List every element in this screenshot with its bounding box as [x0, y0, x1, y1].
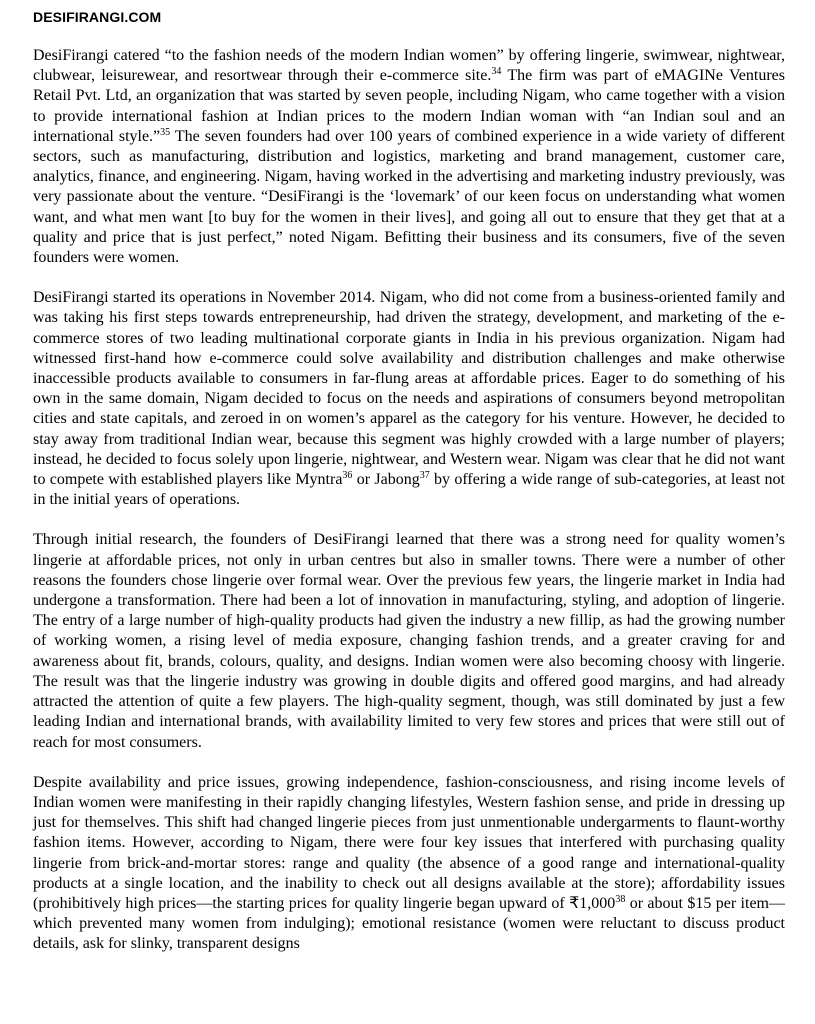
paragraph-text: The firm was part of eMAGINe Ventures Retail Pvt. Ltd, an organization that was started by seven people, including Nigam, who came together with a vision to provide international fashion at Indian prices to the modern Indian woman with “an Indian soul and an international style.”	[33, 67, 785, 145]
paragraph-text: Through initial research, the founders of DesiFirangi learned that there was a strong need for quality women’s lingerie at affordable prices, not only in urban centres but also in smaller towns. There were a number of other reasons the founders chose lingerie over formal wear. Over the previous few years, the lingerie market in India had undergone a transformation. There had been a lot of innovation in manufacturing, styling, and adoption of lingerie. The entry of a large number of high-quality products had given the industry a new fillip, as had the growing number of working women, a rising level of media exposure, changing fashion trends, and a greater craving for and awareness about fit, brands, colours, quality, and designs. Indian women were also becoming choosy with lingerie. The result was that the lingerie industry was growing in double digits and offered good margins, and had already attracted the attention of quite a few players. The high-quality segment, though, was still dominated by just a few leading Indian and international brands, with availability limited to very few stores and prices that were still out of reach for most consumers.	[33, 531, 785, 751]
footnote-ref-37: 37	[419, 470, 430, 482]
paragraph-text: Despite availability and price issues, growing independence, fashion-consciousness, and rising income levels of Indian women were manifesting in their rapidly changing lifestyles, Western fashion sense, and pride in dressing up just for themselves. This shift had changed lingerie pieces from just unmentionable undergarments to flaunt-worthy fashion items. However, according to Nigam, there were four key issues that interfered with purchasing quality lingerie from brick-and-mortar stores: range and quality (the absence of a good range and international-quality products at a single location, and the inability to check out all designs available at the store); affordability issues (prohibitively high prices—the starting prices for quality lingerie began upward of ₹1,000	[33, 773, 785, 912]
document-page	[33, 7, 785, 975]
paragraph-text: DesiFirangi started its operations in November 2014. Nigam, who did not come from a business-oriented family and was taking his first steps towards entrepreneurship, had driven the strategy, development, and marketing of the e-commerce stores of two leading multinational corporate giants in India in his previous organization. Nigam had witnessed first-hand how e-commerce could solve availability and distribution challenges and make otherwise inaccessible products available to consumers in far-flung areas at affordable prices. Eager to do something of his own in the same domain, Nigam decided to focus on the needs and aspirations of consumers beyond metropolitan cities and state capitals, and zeroed in on women’s apparel as the category for his venture. However, he decided to stay away from traditional Indian wear, because this segment was highly crowded with a large number of players; instead, he decided to focus solely upon lingerie, nightwear, and Western wear. Nigam was clear that he did not want to compete with established players like Myntra	[33, 289, 785, 489]
paragraph-text: DesiFirangi catered “to the fashion needs of the modern Indian women” by offering lingerie, swimwear, nightwear, clubwear, leisurewear, and resortwear through their e-commerce site.	[33, 47, 785, 85]
footnote-ref-35: 35	[160, 126, 171, 138]
paragraph-text: or about $15 per item—which prevented many women from indulging); emotional resistance (women were reluctant to discuss product details, ask for slinky, transparent designs	[33, 894, 785, 953]
footnote-ref-38: 38	[615, 893, 626, 905]
paragraph-research	[33, 530, 785, 752]
paragraph-operations	[33, 288, 785, 510]
paragraph-issues	[33, 773, 785, 955]
paragraph-text: by offering a wide range of sub-categories, at least not in the initial years of operations.	[33, 471, 785, 509]
paragraph-founders	[33, 46, 785, 268]
footnote-ref-34: 34	[491, 66, 502, 78]
section-heading: DESIFIRANGI.COM	[33, 9, 162, 25]
paragraph-text: The seven founders had over 100 years of combined experience in a wide variety of different sectors, such as manufacturing, distribution and logistics, marketing and brand management, customer care, analytics, finance, and engineering. Nigam, having worked in the advertising and marketing industry previously, was very passionate about the venture. “DesiFirangi is the ‘lovemark’ of our keen focus on understanding what women want, and what men want [to buy for the women in their lives], and going all out to ensure that they get that at a quality and price that is just perfect,” noted Nigam. Befitting their business and its consumers, five of the seven founders were women.	[33, 127, 785, 267]
footnote-ref-36: 36	[342, 470, 353, 482]
paragraph-text: or Jabong	[352, 471, 420, 489]
